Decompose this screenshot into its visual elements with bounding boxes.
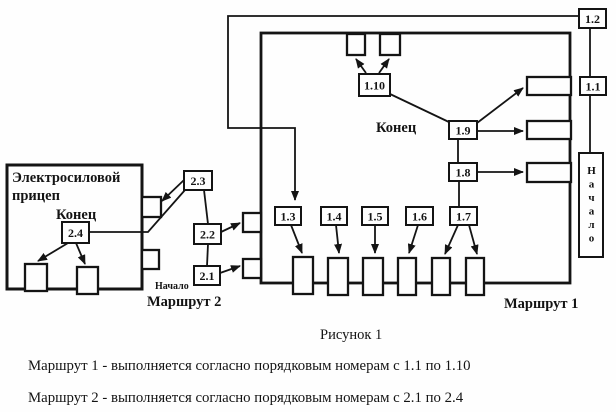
trailer-unit-1 bbox=[25, 264, 47, 291]
route2-step-2-4 bbox=[62, 222, 89, 243]
arrow-2-3-to-trailer-connector-1 bbox=[162, 180, 184, 201]
route1-step-1-9 bbox=[449, 121, 477, 139]
step-label: 1.2 bbox=[585, 12, 600, 26]
bottom-unit-6 bbox=[466, 258, 484, 295]
right-unit-2 bbox=[527, 121, 571, 139]
route1-step-1-5 bbox=[362, 207, 388, 225]
step-label: 2.4 bbox=[68, 226, 83, 240]
link-1-10-to-1-9 bbox=[390, 94, 451, 123]
trailer-title-line1: Электросиловой bbox=[12, 170, 121, 186]
bottom-unit-2 bbox=[328, 258, 348, 295]
route1-step-1-10 bbox=[359, 74, 390, 96]
trailer-end-label: Конец bbox=[56, 207, 97, 223]
arrow-1-10-to-top-unit-1 bbox=[356, 59, 366, 73]
route2-step-2-1 bbox=[194, 266, 220, 285]
figure-caption: Рисунок 1 bbox=[320, 327, 383, 343]
step-label: 2.1 bbox=[199, 269, 215, 283]
right-unit-3 bbox=[527, 163, 571, 182]
trailer-unit-2 bbox=[77, 267, 98, 294]
figure-note-2: Маршрут 2 - выполняется согласно порядковым номерам с 2.1 по 2.4 bbox=[28, 390, 464, 406]
link-2-3-to-2-4 bbox=[89, 190, 185, 232]
arrow-2-2-to-left-connector-1 bbox=[221, 223, 240, 232]
figure-note-1: Маршрут 1 - выполняется согласно порядковым номерам с 1.1 по 1.10 bbox=[28, 358, 471, 374]
route1-step-1-2 bbox=[579, 9, 606, 28]
step-label: 2.2 bbox=[200, 227, 215, 242]
route1-step-1-6 bbox=[406, 207, 433, 225]
trailer-connector-1 bbox=[142, 197, 161, 217]
step-label: 1.4 bbox=[326, 209, 342, 224]
trailer-title-line2: прицеп bbox=[12, 188, 60, 204]
arrow-1-10-to-top-unit-2 bbox=[379, 59, 389, 73]
bottom-unit-4 bbox=[398, 258, 416, 295]
route1-step-1-7 bbox=[450, 207, 477, 225]
step-label: 1.9 bbox=[455, 123, 471, 138]
arrow-1-7-to-bottom-unit-5 bbox=[445, 225, 458, 254]
right-unit-1 bbox=[527, 77, 571, 95]
arrow-1-7-to-bottom-unit-6 bbox=[469, 225, 477, 254]
bottom-unit-5 bbox=[432, 258, 450, 295]
link-2-3-to-2-2 bbox=[204, 190, 208, 224]
route1-step-1-4 bbox=[321, 207, 347, 225]
route2-start-label: Начало bbox=[155, 281, 189, 292]
bottom-unit-3 bbox=[363, 258, 383, 295]
route2-step-2-2 bbox=[194, 224, 221, 244]
route1-end-label: Конец bbox=[376, 120, 417, 136]
step-label: 1.8 bbox=[455, 165, 471, 180]
arrow-1-9-to-right-unit-1 bbox=[477, 88, 523, 123]
left-connector-1 bbox=[243, 213, 261, 232]
top-unit-2 bbox=[380, 34, 400, 55]
main-unit-outline bbox=[261, 33, 570, 283]
arrow-1-6-to-bottom-unit-4 bbox=[409, 225, 418, 253]
top-unit-1 bbox=[347, 34, 365, 55]
route1-step-1-8 bbox=[449, 163, 477, 181]
arrow-1-3-to-bottom-unit-1 bbox=[291, 225, 302, 253]
route1-name-label: Маршрут 1 bbox=[504, 296, 579, 312]
route1-step-1-3 bbox=[275, 207, 301, 225]
arrow-2-4-to-trailer-unit-1 bbox=[38, 243, 68, 261]
route1-step-1-1 bbox=[580, 77, 606, 95]
arrow-1-4-to-bottom-unit-2 bbox=[336, 225, 339, 253]
bottom-unit-1 bbox=[293, 257, 313, 294]
arrow-2-1-to-left-connector-2 bbox=[220, 266, 240, 273]
step-label: 1.6 bbox=[412, 209, 427, 224]
left-connector-2 bbox=[243, 259, 261, 278]
step-label: 1.1 bbox=[585, 79, 601, 94]
step-label: 1.3 bbox=[280, 209, 296, 224]
route2-step-2-3 bbox=[184, 171, 212, 190]
arrow-2-4-to-trailer-unit-2 bbox=[76, 243, 85, 264]
step-label: 2.3 bbox=[190, 174, 206, 188]
step-label: 1.5 bbox=[367, 209, 383, 224]
trailer-connector-2 bbox=[142, 250, 159, 269]
route1-start-label: Начало bbox=[578, 152, 604, 258]
step-label: 1.7 bbox=[456, 209, 471, 224]
route2-name-label: Маршрут 2 bbox=[147, 294, 222, 310]
step-label: 1.10 bbox=[364, 78, 385, 93]
link-2-2-to-2-1 bbox=[207, 244, 208, 266]
